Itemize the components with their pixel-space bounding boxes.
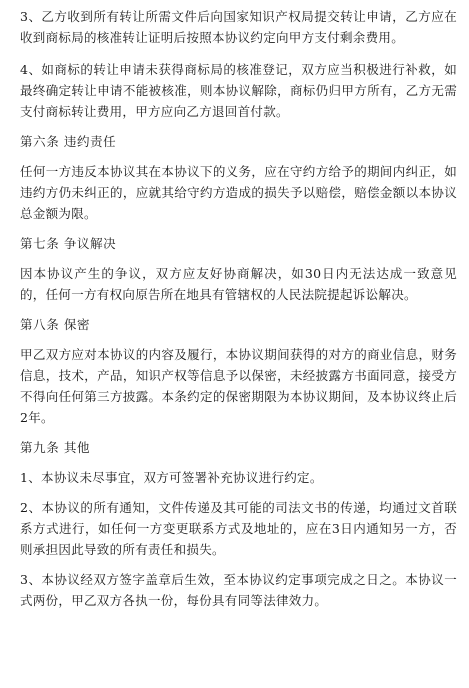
clause-4-paragraph: 4、如商标的转让申请未获得商标局的核准登记，双方应当积极进行补救，如最终确定转让申请不能被核准，则本协议解除，商标仍归甲方所有，乙方无需支付商标转让费用，甲方应向乙方退回首付款。: [20, 62, 457, 119]
article-9-item-1: 1、本协议未尽事宜，双方可签署补充协议进行约定。: [20, 470, 323, 485]
article-6-body: 任何一方违反本协议其在本协议下的义务，应在守约方给予的期间内纠正，如违约方仍未纠正的，应就其给守约方造成的损失予以赔偿，赔偿金额以本协议总金额为限。: [20, 164, 457, 221]
article-6-heading: 第六条 违约责任: [20, 134, 117, 149]
clause-3-paragraph: 3、乙方收到所有转让所需文件后向国家知识产权局提交转让申请，乙方应在收到商标局的核准转让证明后按照本协议约定向甲方支付剩余费用。: [20, 9, 457, 45]
article-7-body: 因本协议产生的争议，双方应友好协商解决，如30日内无法达成一致意见的，任何一方有权向原告所在地具有管辖权的人民法院提起诉讼解决。: [20, 266, 457, 302]
article-9-heading: 第九条 其他: [20, 440, 91, 455]
article-8-body: 甲乙双方应对本协议的内容及履行，本协议期间获得的对方的商业信息，财务信息，技术，产品，知识产权等信息予以保密，未经披露方书面同意，接受方不得向任何第三方披露。本条约定的保密期限为本协议期间，及本协议终止后2年。: [20, 347, 457, 425]
article-7-heading: 第七条 争议解决: [20, 236, 117, 251]
article-8-heading: 第八条 保密: [20, 317, 91, 332]
article-9-item-3: 3、本协议经双方签字盖章后生效，至本协议约定事项完成之日之。本协议一式两份，甲乙双方各执一份，每份具有同等法律效力。: [20, 572, 457, 608]
article-9-item-2: 2、本协议的所有通知，文件传递及其可能的司法文书的传递，均通过文首联系方式进行，如任何一方变更联系方式及地址的，应在3日内通知另一方，否则承担因此导致的所有责任和损失。: [20, 500, 457, 557]
